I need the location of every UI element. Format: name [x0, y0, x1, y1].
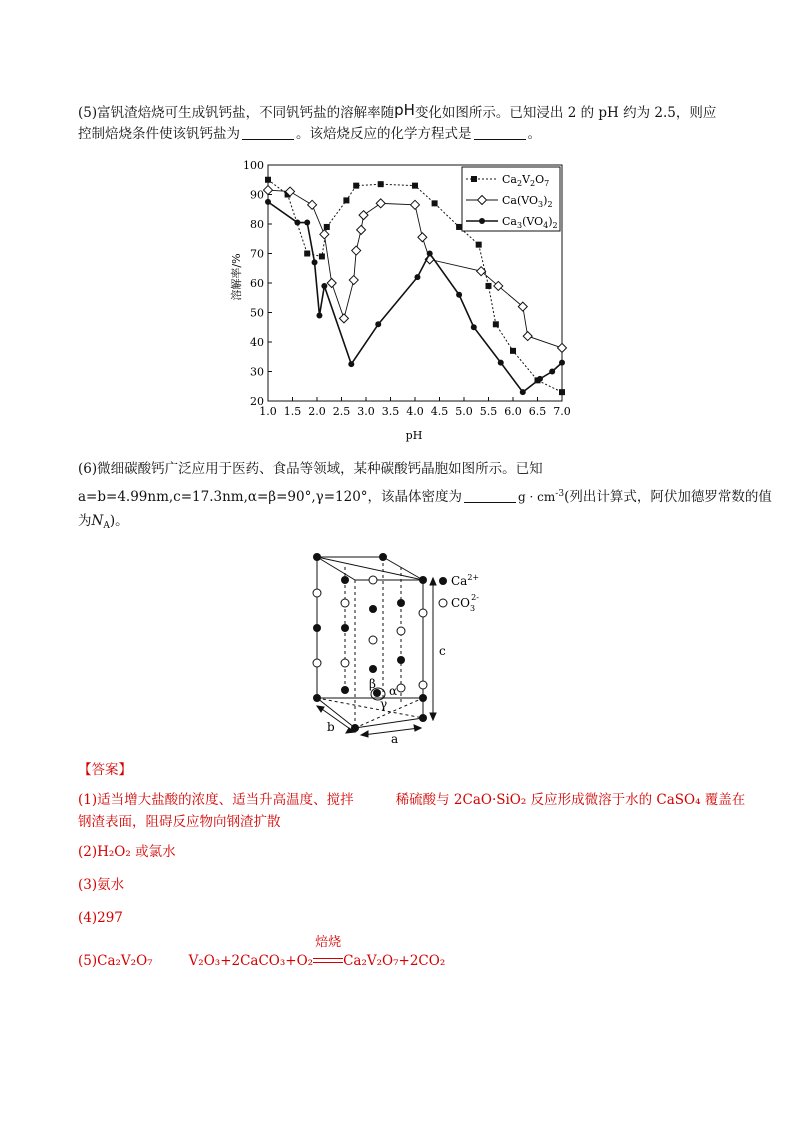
co3-ion — [419, 609, 427, 617]
point-diamond — [352, 246, 361, 255]
ca-ion — [313, 694, 321, 702]
q5-blank-2[interactable] — [474, 127, 526, 140]
answer-5-right: Ca₂V₂O₇+2CO₂ — [343, 953, 446, 969]
label-a: a — [391, 732, 399, 745]
q6-line2 — [78, 485, 772, 506]
q6-line1 — [78, 460, 543, 478]
co3-ion — [369, 576, 377, 584]
y-tick-label: 100 — [243, 159, 264, 172]
q5-text-e: 。 — [527, 126, 541, 142]
chart-legend — [462, 167, 560, 231]
answer-1-b: 稀硫酸与 2CaO·SiO₂ 反应形成微溶于水的 CaSO₄ 覆盖在 — [395, 792, 746, 808]
legend-co3-text: $CO_32-$ — [451, 593, 479, 613]
q6-na-sub: A — [103, 521, 110, 531]
x-tick-label: 6.5 — [528, 405, 547, 418]
q6-blank[interactable] — [464, 490, 516, 503]
q6-line3 — [78, 512, 129, 535]
answer-2: (2)H₂O₂ 或氯水 — [78, 844, 176, 860]
point-square — [510, 348, 516, 354]
point-square — [319, 253, 325, 259]
legend-label: $Ca_2V_2O_7$ — [502, 173, 550, 188]
point-circle — [312, 259, 318, 265]
ca-ion — [369, 665, 377, 673]
point-square — [343, 197, 349, 203]
point-square — [486, 283, 492, 289]
q6-unit: g · cm — [518, 490, 556, 504]
legend-label: $Ca(VO_3)_2$ — [502, 194, 553, 209]
point-circle — [471, 324, 477, 330]
legend-marker — [471, 176, 477, 182]
ca-ion — [419, 576, 427, 584]
ca-ion — [313, 553, 321, 561]
point-circle — [316, 312, 322, 318]
legend-co3-marker — [439, 599, 447, 607]
x-tick-label: 7.0 — [553, 405, 571, 418]
y-tick-label: 80 — [250, 218, 264, 231]
point-circle — [520, 389, 526, 395]
label-b: b — [327, 720, 335, 734]
legend-marker — [479, 218, 485, 224]
point-circle — [549, 369, 555, 375]
q6-na: N — [91, 513, 104, 529]
point-circle — [294, 220, 300, 226]
y-tick-label: 90 — [250, 188, 264, 202]
point-square — [378, 181, 384, 187]
y-tick-label: 70 — [250, 247, 264, 261]
point-diamond — [320, 230, 329, 239]
x-tick-label: 4.0 — [406, 405, 424, 418]
point-circle — [375, 321, 381, 327]
point-circle — [265, 199, 271, 205]
q6-text-e: )。 — [109, 513, 129, 529]
point-square — [265, 177, 271, 183]
x-axis-label: pH — [405, 429, 423, 442]
point-square — [456, 224, 462, 230]
co3-ion — [397, 684, 405, 692]
x-tick-label: 5.0 — [455, 405, 473, 418]
point-square — [304, 251, 310, 257]
y-tick-label: 60 — [250, 277, 264, 290]
q5-line2 — [78, 125, 541, 143]
legend-ca-marker — [439, 577, 447, 585]
q5-text-b: 变化如图所示。已知浸出 2 的 pH 约为 2.5，则应 — [414, 105, 717, 121]
point-circle — [456, 292, 462, 298]
answer-5-condition — [313, 935, 343, 970]
point-diamond — [558, 343, 567, 352]
point-circle — [427, 251, 433, 257]
point-square — [324, 224, 330, 230]
point-diamond — [357, 225, 366, 234]
y-tick-label: 50 — [250, 306, 264, 320]
answer-5 — [78, 935, 446, 970]
point-circle — [414, 274, 420, 280]
ca-ion — [379, 553, 387, 561]
point-square — [476, 242, 482, 248]
q5-text-c: 控制焙烧条件使该钒钙盐为 — [78, 126, 240, 142]
co3-ion — [341, 659, 349, 667]
co3-ion — [313, 659, 321, 667]
legend-label: $Ca_3(VO_4)_2$ — [502, 215, 558, 230]
point-diamond — [411, 200, 420, 209]
cell-svg — [305, 545, 515, 745]
ca-ion — [397, 656, 405, 664]
answer-1-a: (1)适当增大盐酸的浓度、适当升高温度、搅拌 — [78, 792, 354, 808]
point-square — [432, 200, 438, 206]
q5-text-a: (5)富钒渣焙烧可生成钒钙盐，不同钒钙盐的溶解率随 — [78, 105, 395, 121]
point-diamond — [339, 314, 348, 323]
point-circle — [498, 360, 504, 366]
co3-ion — [313, 589, 321, 597]
q6-text-c: (列出计算式，阿伏加德罗常数的值 — [564, 489, 772, 505]
q5-blank-1[interactable] — [242, 127, 294, 140]
point-diamond — [264, 186, 273, 195]
answer-4: (4)297 — [78, 910, 123, 926]
answer-1-line2: 钢渣表面，阻碍反应物向钢渣扩散 — [78, 814, 281, 830]
chart-svg — [228, 155, 580, 445]
x-tick-label: 1.0 — [259, 405, 277, 418]
x-tick-label: 4.5 — [430, 405, 449, 418]
q6-unit-exp: -3 — [555, 489, 565, 499]
x-tick-label: 1.5 — [283, 405, 302, 418]
y-tick-label: 20 — [250, 395, 264, 408]
ca-ion — [351, 724, 359, 732]
y-tick-label: 30 — [250, 365, 264, 379]
point-diamond — [349, 276, 358, 285]
x-tick-label: 5.5 — [479, 405, 498, 418]
point-circle — [537, 376, 543, 382]
ca-ion — [419, 694, 427, 702]
co3-ion — [341, 599, 349, 607]
point-diamond — [376, 199, 385, 208]
q5-line1 — [78, 101, 716, 122]
label-beta: β — [369, 677, 376, 691]
crystal-cell-diagram — [305, 545, 515, 745]
y-axis-label: 溶解率/% — [230, 253, 243, 301]
solubility-chart — [228, 155, 580, 445]
point-circle — [348, 361, 354, 367]
x-tick-label: 3.0 — [357, 405, 375, 418]
legend-ca-text: $Ca^{2+}$ — [451, 573, 480, 588]
point-circle — [304, 220, 310, 226]
y-tick-label: 40 — [250, 336, 264, 349]
q6-text-b: a=b=4.99nm,c=17.3nm,α=β=90°,γ=120°，该晶体密度为 — [78, 489, 463, 505]
ca-ion — [341, 624, 349, 632]
answer-5-left: V₂O₃+2CaCO₃+O₂ — [188, 953, 314, 969]
co3-ion — [419, 681, 427, 689]
q6-text-d: 为 — [78, 513, 92, 529]
point-square — [559, 389, 565, 395]
point-square — [412, 183, 418, 189]
label-alpha: α — [389, 684, 398, 698]
co3-ion — [397, 627, 405, 635]
x-tick-label: 2.0 — [308, 405, 326, 418]
q6-text-a: (6)微细碳酸钙广泛应用于医药、食品等领域，某种碳酸钙晶胞如图所示。已知 — [78, 461, 543, 477]
ca-ion — [341, 576, 349, 584]
point-diamond — [327, 279, 336, 288]
ca-ion — [397, 599, 405, 607]
answer-3: (3)氨水 — [78, 877, 125, 893]
point-diamond — [308, 200, 317, 209]
answer-heading: 【答案】 — [78, 762, 132, 778]
ca-ion — [369, 605, 377, 613]
ca-ion — [341, 686, 349, 694]
point-circle — [559, 360, 565, 366]
point-diamond — [523, 332, 532, 341]
answer-1-line1 — [78, 791, 745, 809]
point-circle — [321, 283, 327, 289]
q5-text-d: 。该焙烧反应的化学方程式是 — [296, 126, 472, 142]
x-tick-label: 6.0 — [504, 405, 522, 418]
co3-ion — [369, 636, 377, 644]
label-c: c — [439, 644, 446, 658]
x-tick-label: 3.5 — [381, 405, 400, 418]
point-square — [353, 183, 359, 189]
ca-ion — [313, 624, 321, 632]
q5-ph: pH — [394, 101, 415, 119]
answer-5-label: (5)Ca₂V₂O₇ — [78, 953, 153, 969]
point-diamond — [359, 211, 368, 220]
label-gamma: γ — [380, 697, 388, 711]
ca-ion — [419, 714, 427, 722]
point-diamond — [418, 233, 427, 242]
x-tick-label: 2.5 — [332, 405, 351, 418]
point-square — [493, 321, 499, 327]
answer-5-cond-text: 焙烧 — [315, 935, 342, 950]
